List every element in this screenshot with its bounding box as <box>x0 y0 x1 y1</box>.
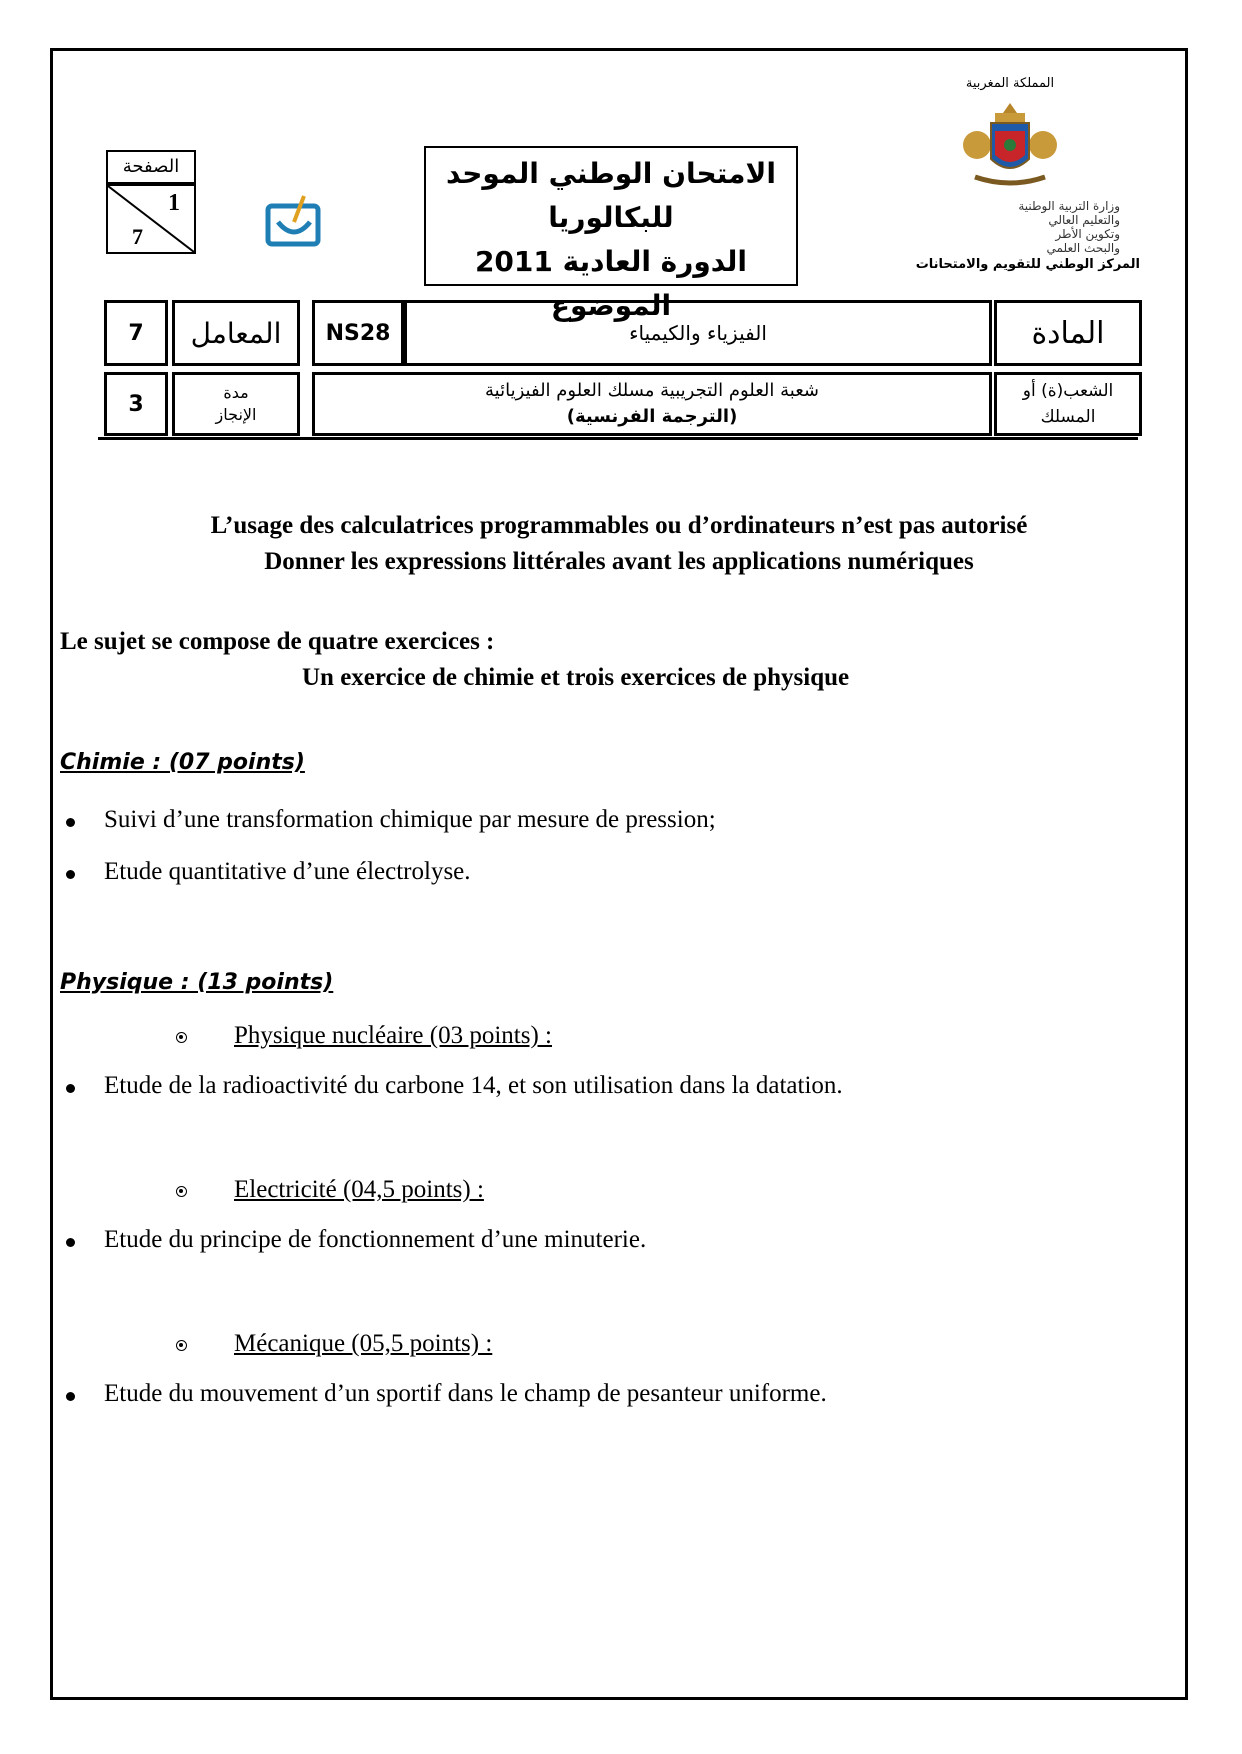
bullet-icon <box>66 1238 75 1247</box>
physique-title: Physique : (13 points) <box>60 970 334 995</box>
list-item-text: Etude du mouvement d’un sportif dans le champ de pesanteur uniforme. <box>104 1380 827 1407</box>
subject-label: المادة <box>994 300 1142 366</box>
duration-value: 3 <box>104 372 168 436</box>
sub-heading-text: Physique nucléaire (03 points) : <box>234 1022 552 1049</box>
subject-code: NS28 <box>312 300 404 366</box>
composition-intro: Le sujet se compose de quatre exercices : <box>60 628 495 655</box>
page-total: 7 <box>132 224 143 249</box>
coefficient-label: المعامل <box>172 300 300 366</box>
exam-title: الامتحان الوطني الموحد للبكالوريا <box>446 157 776 234</box>
composition-detail: Un exercice de chimie et trois exercices de physique <box>302 664 850 691</box>
branch-name <box>312 372 992 436</box>
instruction-expressions: Donner les expressions littérales avant les applications numériques <box>264 548 974 575</box>
bullet-icon <box>66 1392 75 1401</box>
list-item-text: Etude quantitative d’une électrolyse. <box>104 858 471 885</box>
exam-session: الدورة العادية 2011 <box>474 245 748 278</box>
page-fraction <box>106 184 196 254</box>
instruction-calculators: L’usage des calculatrices programmables ou d’ordinateurs n’est pas autorisé <box>210 512 1028 539</box>
page-label: الصفحة <box>106 150 196 184</box>
fraction-slash <box>108 186 194 252</box>
ministry-line: والبحث العلمي <box>1046 241 1120 255</box>
branch-line: (الترجمة الفرنسية) <box>566 406 738 427</box>
coat-of-arms-icon <box>880 97 1140 193</box>
bullet-icon <box>66 870 75 879</box>
list-item-text: Suivi d’une transformation chimique par mesure de pression; <box>104 806 716 833</box>
branch-label-line: الشعب(ة) أو <box>1022 381 1114 401</box>
duration-label-line: الإنجاز <box>215 405 257 424</box>
exam-subject-word: الموضوع <box>550 289 672 322</box>
ministry-line: وزارة التربية الوطنية <box>1018 199 1120 213</box>
sub-heading-text: Electricité (04,5 points) : <box>234 1176 484 1203</box>
branch-label <box>994 372 1142 436</box>
circle-bullet-icon <box>176 1186 187 1197</box>
chimie-title: Chimie : (07 points) <box>60 750 305 775</box>
ministry-line: والتعليم العالي <box>1048 213 1120 227</box>
branch-label-line: المسلك <box>1040 407 1096 427</box>
circle-bullet-icon <box>176 1340 187 1351</box>
evaluation-center-name: المركز الوطني للتقويم والامتحانات <box>915 257 1140 272</box>
page-number-box <box>106 150 196 254</box>
ministry-lines <box>880 199 1140 255</box>
ministry-line: وتكوين الأطر <box>1055 227 1120 241</box>
kingdom-name: المملكة المغربية <box>965 76 1055 91</box>
duration-label-line: مدة <box>223 383 249 402</box>
header-divider <box>98 437 1138 440</box>
bullet-icon <box>66 818 75 827</box>
sub-heading-text: Mécanique (05,5 points) : <box>234 1330 493 1357</box>
page-number: 1 <box>168 190 180 216</box>
ministry-block <box>880 76 1140 272</box>
exam-center-logo-icon <box>264 192 324 255</box>
branch-line: شعبة العلوم التجريبية مسلك العلوم الفيزيائية <box>485 380 819 401</box>
list-item-text: Etude du principe de fonctionnement d’une minuterie. <box>104 1226 647 1253</box>
duration-label <box>172 372 300 436</box>
coefficient-value: 7 <box>104 300 168 366</box>
subject-name: الفيزياء والكيمياء <box>404 300 992 366</box>
circle-bullet-icon <box>176 1032 187 1043</box>
bullet-icon <box>66 1084 75 1093</box>
exam-title-box <box>424 146 798 322</box>
list-item-text: Etude de la radioactivité du carbone 14, et son utilisation dans la datation. <box>104 1072 843 1099</box>
